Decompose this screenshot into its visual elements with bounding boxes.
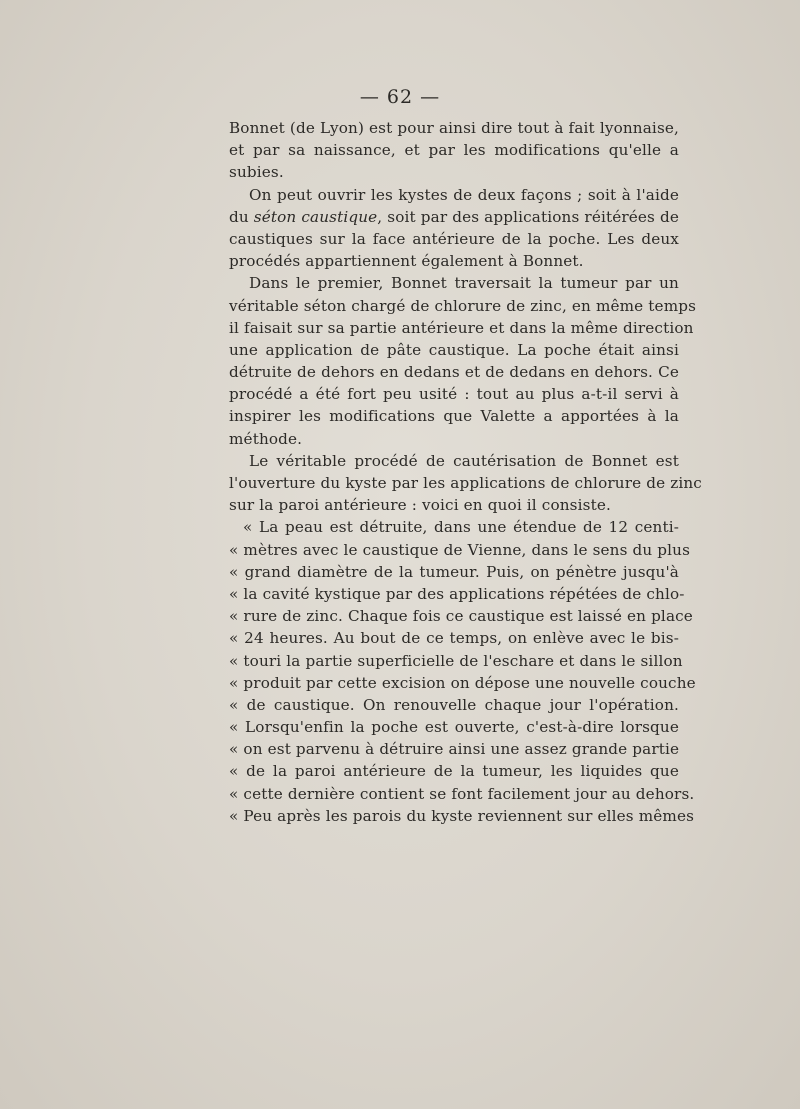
- text-line: et par sa naissance, et par les modifications qu'elle a: [229, 141, 679, 160]
- text-line: Dans le premier, Bonnet traversait la tumeur par un: [249, 274, 679, 293]
- text-line: sur la paroi antérieure : voici en quoi il consiste.: [229, 496, 611, 515]
- body-text: [229, 117, 702, 827]
- text-line: procédés appartiennent également à Bonnet.: [229, 252, 584, 271]
- quote-line: « la cavité kystique par des applications répétées de chlo-: [229, 584, 685, 603]
- text-line: inspirer les modifications que Valette a apportées à la: [229, 407, 679, 426]
- text-line: Le véritable procédé de cautérisation de Bonnet est: [249, 451, 679, 470]
- text-line: caustiques sur la face antérieure de la poche. Les deux: [229, 229, 679, 248]
- text-line: subies.: [229, 163, 284, 182]
- page-number: — 62 —: [359, 86, 441, 108]
- text-line-mixed: [229, 206, 679, 228]
- quote-line: « touri la partie superficielle de l'eschare et dans le sillon: [229, 651, 683, 670]
- text-fragment: , soit par des applications réitérées de: [377, 207, 680, 226]
- text-line: On peut ouvrir les kystes de deux façons ; soit à l'aide: [249, 185, 679, 204]
- text-line: Bonnet (de Lyon) est pour ainsi dire tout à fait lyonnaise,: [229, 119, 679, 137]
- quote-line: « 24 heures. Au bout de ce temps, on enlève avec le bis-: [229, 629, 679, 648]
- quote-line: « on est parvenu à détruire ainsi une assez grande partie: [229, 740, 680, 759]
- text-line: détruite de dehors en dedans et de dedans en dehors. Ce: [229, 363, 679, 382]
- text-line: il faisait sur sa partie antérieure et dans la même direction: [229, 318, 694, 337]
- quote-line: « grand diamètre de la tumeur. Puis, on pénètre jusqu'à: [229, 562, 679, 581]
- text-line: méthode.: [229, 429, 303, 448]
- text-fragment: du: [229, 207, 254, 226]
- quote-line: « La peau est détruite, dans une étendue de 12 centi-: [243, 518, 679, 537]
- text-line: une application de pâte caustique. La poche était ainsi: [229, 340, 679, 359]
- quote-line: « rure de zinc. Chaque fois ce caustique est laissé en place: [229, 607, 693, 626]
- quote-line: « Lorsqu'enfin la poche est ouverte, c'est-à-dire lorsque: [229, 718, 679, 737]
- italic-term: séton caustique: [253, 207, 378, 226]
- text-line: l'ouverture du kyste par les applications de chlorure de zinc: [229, 474, 702, 492]
- quote-line: « Peu après les parois du kyste reviennent sur elles mêmes: [229, 806, 695, 825]
- text-line: véritable séton chargé de chlorure de zinc, en même temps: [229, 296, 697, 315]
- quote-line: « produit par cette excision on dépose une nouvelle couche: [229, 673, 696, 692]
- quote-line: « de caustique. On renouvelle chaque jour l'opération.: [229, 695, 679, 714]
- quote-line: « cette dernière contient se font facilement jour au dehors.: [229, 784, 695, 803]
- quote-line: « de la paroi antérieure de la tumeur, les liquides que: [229, 762, 679, 781]
- quote-line: « mètres avec le caustique de Vienne, dans le sens du plus: [229, 540, 691, 559]
- text-line: procédé a été fort peu usité : tout au plus a-t-il servi à: [229, 385, 679, 404]
